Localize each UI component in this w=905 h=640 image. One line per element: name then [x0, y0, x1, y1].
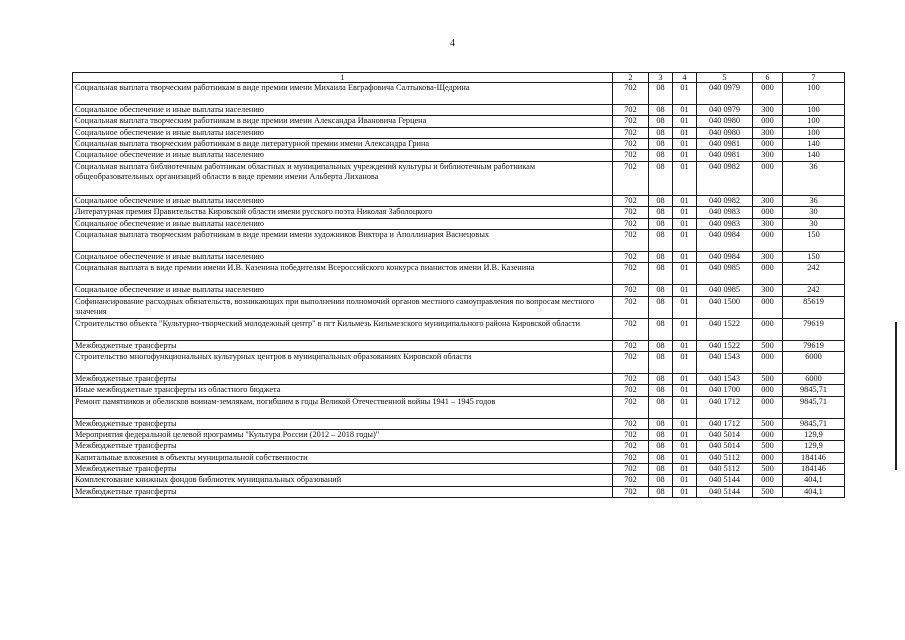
row-name: Межбюджетные трансферты [73, 441, 613, 452]
table-row [73, 229, 845, 251]
cell-section: 08 [649, 251, 673, 262]
cell-code-702: 702 [613, 263, 649, 285]
table-row [73, 218, 845, 229]
row-name: Межбюджетные трансферты [73, 418, 613, 429]
cell-sum: 6000 [783, 373, 845, 384]
cell-expense-type: 000 [753, 385, 783, 396]
cell-section: 08 [649, 396, 673, 418]
cell-sum: 140 [783, 150, 845, 161]
cell-code-702: 702 [613, 418, 649, 429]
cell-sum: 100 [783, 116, 845, 127]
cell-subsection: 01 [673, 486, 697, 497]
row-name: Социальное обеспечение и иные выплаты населению [73, 251, 613, 262]
table-row [73, 116, 845, 127]
cell-sum: 404,1 [783, 475, 845, 486]
cell-section: 08 [649, 229, 673, 251]
cell-subsection: 01 [673, 207, 697, 218]
cell-code-702: 702 [613, 207, 649, 218]
row-name: Комплектование книжных фондов библиотек муниципальных образований [73, 475, 613, 486]
cell-expense-type: 000 [753, 452, 783, 463]
cell-section: 08 [649, 139, 673, 150]
cell-target-article: 040 0984 [697, 229, 753, 251]
column-header: 6 [753, 73, 783, 83]
cell-expense-type: 300 [753, 285, 783, 296]
cell-expense-type: 500 [753, 373, 783, 384]
cell-target-article: 040 0980 [697, 127, 753, 138]
column-header: 1 [73, 73, 613, 83]
row-name: Социальная выплата библиотечным работникам областных и муниципальных учреждений культуры и библиотечным работникам общеобразовательных организаций области в виде премии имени Альберта Лиханова [73, 161, 613, 195]
cell-target-article: 040 1522 [697, 318, 753, 340]
cell-subsection: 01 [673, 195, 697, 206]
cell-sum: 404,1 [783, 486, 845, 497]
cell-code-702: 702 [613, 150, 649, 161]
cell-target-article: 040 0982 [697, 161, 753, 195]
cell-subsection: 01 [673, 351, 697, 373]
cell-section: 08 [649, 452, 673, 463]
row-name: Социальная выплата творческим работникам в виде литературной премии имени Александра Грина [73, 139, 613, 150]
cell-subsection: 01 [673, 385, 697, 396]
cell-subsection: 01 [673, 475, 697, 486]
table-row [73, 340, 845, 351]
table-row [73, 161, 845, 195]
row-name: Социальное обеспечение и иные выплаты населению [73, 105, 613, 116]
cell-sum: 9845,71 [783, 418, 845, 429]
page-number: 4 [450, 38, 455, 49]
row-name: Строительство объекта "Культурно-творческий молодежный центр" в пгт Кильмезь Кильмезского муниципального района Кировской области [73, 318, 613, 340]
header-row [73, 73, 845, 83]
cell-section: 08 [649, 195, 673, 206]
table-row [73, 195, 845, 206]
cell-sum: 242 [783, 263, 845, 285]
cell-target-article: 040 1522 [697, 340, 753, 351]
cell-code-702: 702 [613, 218, 649, 229]
cell-section: 08 [649, 351, 673, 373]
row-name: Межбюджетные трансферты [73, 486, 613, 497]
cell-target-article: 040 0979 [697, 83, 753, 105]
row-name: Социальное обеспечение и иные выплаты населению [73, 285, 613, 296]
cell-target-article: 040 1543 [697, 373, 753, 384]
table-row [73, 139, 845, 150]
cell-expense-type: 500 [753, 486, 783, 497]
row-name: Социальное обеспечение и иные выплаты населению [73, 127, 613, 138]
cell-expense-type: 000 [753, 207, 783, 218]
row-name: Мероприятия федеральной целевой программы "Культура России (2012 – 2018 годы)" [73, 430, 613, 441]
cell-subsection: 01 [673, 318, 697, 340]
cell-target-article: 040 0981 [697, 139, 753, 150]
cell-code-702: 702 [613, 296, 649, 318]
cell-code-702: 702 [613, 285, 649, 296]
table-row [73, 105, 845, 116]
cell-section: 08 [649, 127, 673, 138]
cell-section: 08 [649, 116, 673, 127]
cell-expense-type: 000 [753, 83, 783, 105]
table-row [73, 296, 845, 318]
table-body [73, 83, 845, 498]
table-row [73, 385, 845, 396]
cell-section: 08 [649, 150, 673, 161]
cell-subsection: 01 [673, 452, 697, 463]
cell-section: 08 [649, 340, 673, 351]
table-row [73, 127, 845, 138]
cell-section: 08 [649, 285, 673, 296]
row-name: Социальная выплата творческим работникам в виде премии имени художников Виктора и Аполлинария Васнецовых [73, 229, 613, 251]
cell-section: 08 [649, 263, 673, 285]
cell-sum: 100 [783, 127, 845, 138]
cell-expense-type: 000 [753, 430, 783, 441]
table-row [73, 373, 845, 384]
row-name: Социальная выплата творческим работникам в виде премии имени Михаила Евграфовича Салтыкова-Щедрина [73, 83, 613, 105]
cell-code-702: 702 [613, 373, 649, 384]
column-header: 4 [673, 73, 697, 83]
cell-subsection: 01 [673, 285, 697, 296]
table-row [73, 396, 845, 418]
table-row [73, 285, 845, 296]
cell-subsection: 01 [673, 464, 697, 475]
cell-target-article: 040 0982 [697, 195, 753, 206]
cell-expense-type: 000 [753, 396, 783, 418]
row-name: Социальное обеспечение и иные выплаты населению [73, 195, 613, 206]
cell-target-article: 040 0984 [697, 251, 753, 262]
cell-section: 08 [649, 475, 673, 486]
cell-code-702: 702 [613, 464, 649, 475]
cell-subsection: 01 [673, 418, 697, 429]
cell-expense-type: 000 [753, 139, 783, 150]
cell-subsection: 01 [673, 139, 697, 150]
cell-section: 08 [649, 318, 673, 340]
cell-code-702: 702 [613, 161, 649, 195]
cell-expense-type: 300 [753, 251, 783, 262]
cell-expense-type: 300 [753, 218, 783, 229]
cell-code-702: 702 [613, 351, 649, 373]
cell-sum: 9845,71 [783, 385, 845, 396]
cell-expense-type: 300 [753, 127, 783, 138]
cell-code-702: 702 [613, 229, 649, 251]
cell-code-702: 702 [613, 116, 649, 127]
cell-sum: 36 [783, 161, 845, 195]
cell-expense-type: 500 [753, 418, 783, 429]
row-name: Социальная выплата в виде премии имени И.В. Казенина победителям Всероссийского конкурса пианистов имени И.В. Казенина [73, 263, 613, 285]
cell-expense-type: 300 [753, 150, 783, 161]
cell-subsection: 01 [673, 296, 697, 318]
table-row [73, 430, 845, 441]
cell-section: 08 [649, 486, 673, 497]
cell-section: 08 [649, 430, 673, 441]
cell-section: 08 [649, 373, 673, 384]
table-row [73, 351, 845, 373]
cell-target-article: 040 5112 [697, 464, 753, 475]
cell-target-article: 040 5014 [697, 441, 753, 452]
cell-sum: 79619 [783, 318, 845, 340]
cell-sum: 129,9 [783, 430, 845, 441]
table-row [73, 207, 845, 218]
cell-subsection: 01 [673, 83, 697, 105]
table-row [73, 150, 845, 161]
column-header: 3 [649, 73, 673, 83]
table-row [73, 83, 845, 105]
cell-code-702: 702 [613, 105, 649, 116]
cell-code-702: 702 [613, 475, 649, 486]
cell-subsection: 01 [673, 373, 697, 384]
cell-section: 08 [649, 296, 673, 318]
cell-expense-type: 300 [753, 105, 783, 116]
cell-expense-type: 000 [753, 351, 783, 373]
table-row [73, 418, 845, 429]
table-row [73, 452, 845, 463]
cell-expense-type: 300 [753, 195, 783, 206]
cell-section: 08 [649, 161, 673, 195]
cell-subsection: 01 [673, 127, 697, 138]
cell-target-article: 040 1712 [697, 396, 753, 418]
table-row [73, 464, 845, 475]
cell-target-article: 040 5112 [697, 452, 753, 463]
cell-expense-type: 500 [753, 340, 783, 351]
cell-subsection: 01 [673, 116, 697, 127]
cell-code-702: 702 [613, 486, 649, 497]
cell-section: 08 [649, 464, 673, 475]
cell-expense-type: 000 [753, 229, 783, 251]
cell-sum: 100 [783, 83, 845, 105]
cell-sum: 242 [783, 285, 845, 296]
cell-subsection: 01 [673, 340, 697, 351]
cell-target-article: 040 0980 [697, 116, 753, 127]
cell-expense-type: 000 [753, 475, 783, 486]
cell-subsection: 01 [673, 251, 697, 262]
cell-sum: 79619 [783, 340, 845, 351]
cell-sum: 9845,71 [783, 396, 845, 418]
cell-expense-type: 000 [753, 116, 783, 127]
cell-sum: 150 [783, 251, 845, 262]
cell-section: 08 [649, 418, 673, 429]
cell-sum: 30 [783, 218, 845, 229]
cell-subsection: 01 [673, 161, 697, 195]
cell-target-article: 040 0985 [697, 285, 753, 296]
cell-target-article: 040 1500 [697, 296, 753, 318]
column-header: 5 [697, 73, 753, 83]
cell-subsection: 01 [673, 150, 697, 161]
cell-subsection: 01 [673, 229, 697, 251]
cell-target-article: 040 1543 [697, 351, 753, 373]
row-name: Иные межбюджетные трансферты из областного бюджета [73, 385, 613, 396]
cell-expense-type: 500 [753, 441, 783, 452]
cell-sum: 184146 [783, 452, 845, 463]
row-name: Социальное обеспечение и иные выплаты населению [73, 150, 613, 161]
row-name: Межбюджетные трансферты [73, 464, 613, 475]
row-name: Ремонт памятников и обелисков воинам-землякам, погибшим в годы Великой Отечественной войны 1941 – 1945 годов [73, 396, 613, 418]
row-name: Социальное обеспечение и иные выплаты населению [73, 218, 613, 229]
cell-target-article: 040 5144 [697, 486, 753, 497]
cell-target-article: 040 0979 [697, 105, 753, 116]
cell-code-702: 702 [613, 452, 649, 463]
cell-section: 08 [649, 441, 673, 452]
cell-target-article: 040 0985 [697, 263, 753, 285]
cell-sum: 100 [783, 105, 845, 116]
table-row [73, 475, 845, 486]
cell-sum: 36 [783, 195, 845, 206]
cell-section: 08 [649, 207, 673, 218]
cell-subsection: 01 [673, 263, 697, 285]
cell-target-article: 040 5014 [697, 430, 753, 441]
cell-sum: 6000 [783, 351, 845, 373]
cell-section: 08 [649, 218, 673, 229]
cell-sum: 184146 [783, 464, 845, 475]
table-row [73, 318, 845, 340]
cell-code-702: 702 [613, 251, 649, 262]
cell-sum: 129,9 [783, 441, 845, 452]
cell-expense-type: 500 [753, 464, 783, 475]
cell-target-article: 040 0983 [697, 218, 753, 229]
cell-code-702: 702 [613, 385, 649, 396]
cell-target-article: 040 0981 [697, 150, 753, 161]
cell-target-article: 040 0983 [697, 207, 753, 218]
cell-expense-type: 000 [753, 296, 783, 318]
column-header: 7 [783, 73, 845, 83]
cell-subsection: 01 [673, 396, 697, 418]
row-name: Социальная выплата творческим работникам в виде премии имени Александра Ивановича Герцена [73, 116, 613, 127]
table-row [73, 263, 845, 285]
cell-code-702: 702 [613, 83, 649, 105]
cell-code-702: 702 [613, 139, 649, 150]
cell-sum: 150 [783, 229, 845, 251]
cell-sum: 85619 [783, 296, 845, 318]
cell-code-702: 702 [613, 340, 649, 351]
cell-code-702: 702 [613, 430, 649, 441]
cell-subsection: 01 [673, 218, 697, 229]
cell-subsection: 01 [673, 441, 697, 452]
cell-code-702: 702 [613, 441, 649, 452]
cell-sum: 140 [783, 139, 845, 150]
cell-target-article: 040 1700 [697, 385, 753, 396]
cell-expense-type: 000 [753, 318, 783, 340]
table-row [73, 441, 845, 452]
row-name: Софинансирование расходных обязательств, возникающих при выполнении полномочий органов местного самоуправления по вопросам местного значения [73, 296, 613, 318]
cell-subsection: 01 [673, 105, 697, 116]
row-name: Строительство многофункциональных культурных центров в муниципальных образованиях Кировской области [73, 351, 613, 373]
cell-section: 08 [649, 105, 673, 116]
cell-sum: 30 [783, 207, 845, 218]
cell-target-article: 040 1712 [697, 418, 753, 429]
table-row [73, 486, 845, 497]
cell-subsection: 01 [673, 430, 697, 441]
cell-section: 08 [649, 385, 673, 396]
column-header: 2 [613, 73, 649, 83]
cell-expense-type: 000 [753, 263, 783, 285]
cell-code-702: 702 [613, 195, 649, 206]
budget-table [72, 72, 845, 498]
row-name: Литературная премия Правительства Кировской области имени русского поэта Николая Заболоцкого [73, 207, 613, 218]
cell-code-702: 702 [613, 318, 649, 340]
table-row [73, 251, 845, 262]
row-name: Межбюджетные трансферты [73, 373, 613, 384]
row-name: Межбюджетные трансферты [73, 340, 613, 351]
margin-line [895, 322, 897, 470]
cell-code-702: 702 [613, 396, 649, 418]
cell-target-article: 040 5144 [697, 475, 753, 486]
row-name: Капитальные вложения в объекты муниципальной собственности [73, 452, 613, 463]
cell-code-702: 702 [613, 127, 649, 138]
cell-expense-type: 000 [753, 161, 783, 195]
cell-section: 08 [649, 83, 673, 105]
